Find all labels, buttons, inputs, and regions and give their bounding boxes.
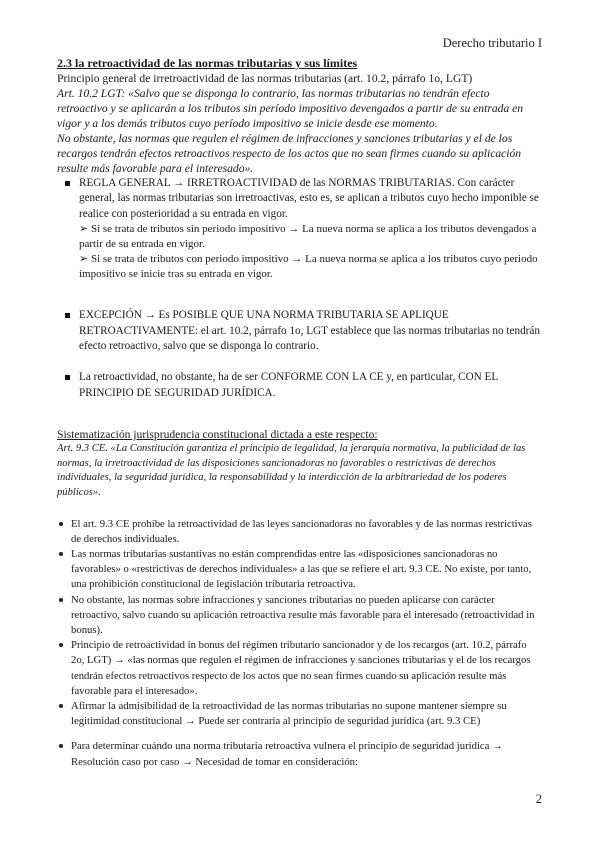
square-bullet-icon (65, 181, 70, 186)
rules-list (57, 176, 542, 401)
rule-general-text: REGLA GENERAL → IRRETROACTIVIDAD de las NORMAS TRIBUTARIAS. Con carácter general, las normas tributarias son irretroactivas, esto es, se aplican a tributos cuyo hecho imponible se realice con posterioridad a su entrada en vigor. (79, 177, 539, 220)
point-text: Las normas tributarias sustantivas no están comprendidas entre las «disposiciones sancionadoras no favorables» o «restrictivas de derechos individuales» a las que se refiere el art. 9.3 CE. No existe, por tanto, una prohibición constitucional de legislación tributaria retroactiva. (71, 548, 532, 591)
spacer (57, 501, 542, 517)
square-bullet-icon (65, 375, 70, 380)
spacer (57, 729, 542, 739)
list-item (57, 638, 542, 699)
list-item (57, 370, 542, 401)
bullet-dot-icon (59, 643, 63, 647)
jurisprudence-points (57, 517, 542, 770)
section-title: 2.3 la retroactividad de las normas tributarias y sus límites (57, 56, 358, 70)
list-item (57, 547, 542, 593)
page-number: 2 (535, 792, 542, 806)
point-text: El art. 9.3 CE prohíbe la retroactividad de las leyes sancionadoras no favorables y de las normas restrictivas de derechos individuales. (71, 517, 532, 545)
list-item (57, 517, 542, 547)
spacer (57, 401, 542, 427)
main-content (57, 56, 542, 770)
list-item (57, 308, 542, 354)
bullet-dot-icon (59, 704, 63, 708)
rule-exception-text: EXCEPCIÓN → Es POSIBLE QUE UNA NORMA TRIBUTARIA SE APLIQUE RETROACTIVAMENTE: el art. 10.2, párrafo 1o, LGT establece que las normas tributarias no tendrán efecto retroactivo, salvo que se disponga lo contrario. (79, 309, 540, 353)
bullet-dot-icon (59, 598, 63, 602)
point-text: Para determinar cuándo una norma tributaria retroactiva vulnera el principio de seguridad jurídica → Resolución caso por caso → Necesidad de tomar en consideración: (71, 740, 503, 768)
point-text: Principio de retroactividad in bonus del régimen tributario sancionador y de los recargos (art. 10.2, párrafo 2o, LGT) → «las normas que regulen el régimen de infracciones y sanciones tributarias y el de los recargos tendrán efectos retroactivos respecto de los actos que no sean firmes cuando su aplicación resulte más favorable para el interesado». (71, 639, 531, 697)
list-item (57, 699, 542, 729)
intro-paragraph: Principio general de irretroactividad de las normas tributarias (art. 10.2, párrafo 1o, LGT) (57, 72, 473, 85)
list-item (57, 593, 542, 639)
list-item (57, 176, 542, 282)
point-text: No obstante, las normas sobre infracciones y sanciones tributarias no pueden aplicarse con carácter retroactivo, salvo cuando su aplicación retroactiva resulte más favorable para el interesado (retroactividad in bonus). (71, 593, 535, 637)
sub-item: ➢ Si se trata de tributos con periodo impositivo → La nueva norma se aplica a los tributos cuyo periodo impositivo se inicie tras su entrada en vigor. (79, 253, 538, 281)
lgt-quote-2: No obstante, las normas que regulen el régimen de infracciones y sanciones tributarias y el de los recargos tendrán efectos retroactivos respecto de los actos que no sean firmes cuando su aplicación resulte más favorable para el interesado». (57, 132, 522, 175)
jurisprudence-heading: Sistematización jurisprudencia constitucional dictada a este respecto: (57, 428, 378, 442)
bullet-dot-icon (59, 522, 63, 526)
spacer (57, 354, 542, 370)
ce-quote: Art. 9.3 CE. «La Constitución garantiza el principio de legalidad, la jerarquía normativa, la publicidad de las normas, la irretroactividad de las disposiciones sancionadoras no favorables o restrictivas de derechos individuales, la seguridad jurídica, la responsabilidad y la interdicción de la arbitrariedad de los poderes públicos». (57, 443, 526, 499)
square-bullet-icon (65, 313, 70, 318)
sub-item: ➢ Si se trata de tributos sin periodo impositivo → La nueva norma se aplica a los tributos devengados a partir de su entrada en vigor. (79, 223, 537, 251)
rule-constitution-text: La retroactividad, no obstante, ha de ser CONFORME CON LA CE y, en particular, CON EL PRINCIPIO DE SEGURIDAD JURÍDICA. (79, 371, 498, 399)
spacer (57, 282, 542, 308)
list-item (57, 739, 542, 769)
bullet-dot-icon (59, 744, 63, 748)
point-text: Afirmar la admisibilidad de la retroactividad de las normas tributarias no supone mantener siempre su legitimidad constitucional → Puede ser contraria al principio de seguridad jurídica (art. 9.3 CE) (71, 700, 507, 728)
running-header: Derecho tributario I (442, 36, 542, 50)
bullet-dot-icon (59, 552, 63, 556)
lgt-quote-1: Art. 10.2 LGT: «Salvo que se disponga lo contrario, las normas tributarias no tendrán efecto retroactivo y se aplicarán a los tributos sin período impositivo devengados a partir de su entrada en vigor y a los demás tributos cuyo período impositivo se inicie desde ese momento. (57, 87, 524, 130)
